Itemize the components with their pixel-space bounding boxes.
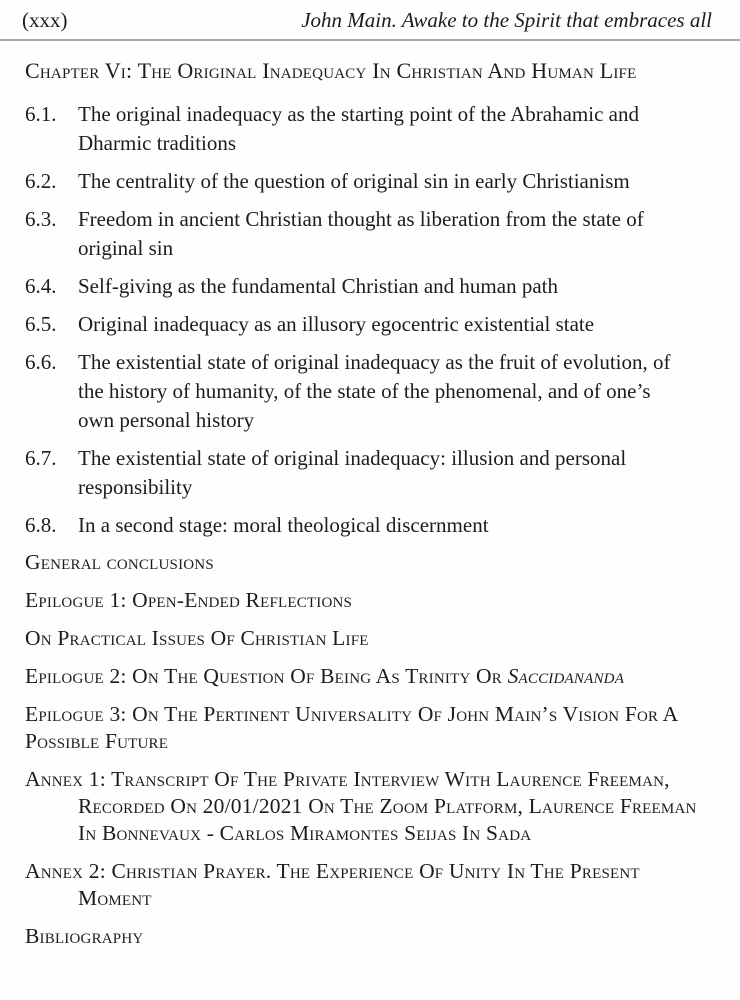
entry-number: 6.6. — [25, 350, 57, 374]
chapter-heading: Chapter Vi: The Original Inadequacy In Christian And Human Life — [25, 58, 637, 83]
toc-entry — [25, 348, 700, 435]
entry-number: 6.5. — [25, 312, 57, 336]
entry-number: 6.4. — [25, 274, 57, 298]
section-epilogue-1: Epilogue 1: Open-Ended Reflections — [25, 588, 353, 612]
section-annex-2: Annex 2: Christian Prayer. The Experience Of Unity In The Present Moment — [25, 859, 640, 910]
page-number: (xxx) — [22, 8, 68, 32]
entry-number: 6.1. — [25, 102, 57, 126]
toc-entry — [25, 511, 700, 540]
entry-title: The existential state of original inadequacy as the fruit of evolution, of the history of humanity, of the state of the phenomenal, and of one’s own personal history — [78, 350, 671, 432]
section-epilogue-2 — [25, 663, 700, 690]
toc-entry — [25, 167, 700, 196]
entry-number: 6.7. — [25, 446, 57, 470]
toc-entry — [25, 205, 700, 263]
section-epilogue-1-subtitle: On Practical Issues Of Christian Life — [25, 626, 369, 650]
running-title: John Main. Awake to the Spirit that embraces all — [301, 8, 712, 32]
table-of-contents — [0, 41, 740, 950]
section-epilogue-2-term: Saccidananda — [507, 664, 625, 688]
entry-title: Self-giving as the fundamental Christian and human path — [78, 274, 558, 298]
section-bibliography: Bibliography — [25, 924, 144, 948]
toc-entry — [25, 310, 700, 339]
entry-title: The original inadequacy as the starting point of the Abrahamic and Dharmic traditions — [78, 102, 639, 155]
toc-entry — [25, 444, 700, 502]
entry-number: 6.8. — [25, 513, 57, 537]
entry-number: 6.3. — [25, 207, 57, 231]
entry-title: In a second stage: moral theological discernment — [78, 513, 489, 537]
entry-title: The existential state of original inadequacy: illusion and personal responsibility — [78, 446, 627, 499]
toc-entry — [25, 272, 700, 301]
entry-title: Freedom in ancient Christian thought as liberation from the state of original sin — [78, 207, 644, 260]
entry-number: 6.2. — [25, 169, 57, 193]
section-epilogue-2-text: Epilogue 2: On The Question Of Being As Trinity Or — [25, 664, 508, 688]
section-annex-1: Annex 1: Transcript Of The Private Interview With Laurence Freeman, Recorded On 20/01/2021 On The Zoom Platform, Laurence Freeman In Bonnevaux - Carlos Miramontes Seijas In Sada — [25, 767, 697, 845]
page-header — [0, 0, 740, 41]
entry-title: The centrality of the question of original sin in early Christianism — [78, 169, 630, 193]
section-epilogue-3: Epilogue 3: On The Pertinent Universality Of John Main’s Vision For A Possible Future — [25, 702, 678, 753]
toc-entry — [25, 100, 700, 158]
entry-title: Original inadequacy as an illusory egocentric existential state — [78, 312, 595, 336]
section-general-conclusions: General conclusions — [25, 550, 214, 574]
